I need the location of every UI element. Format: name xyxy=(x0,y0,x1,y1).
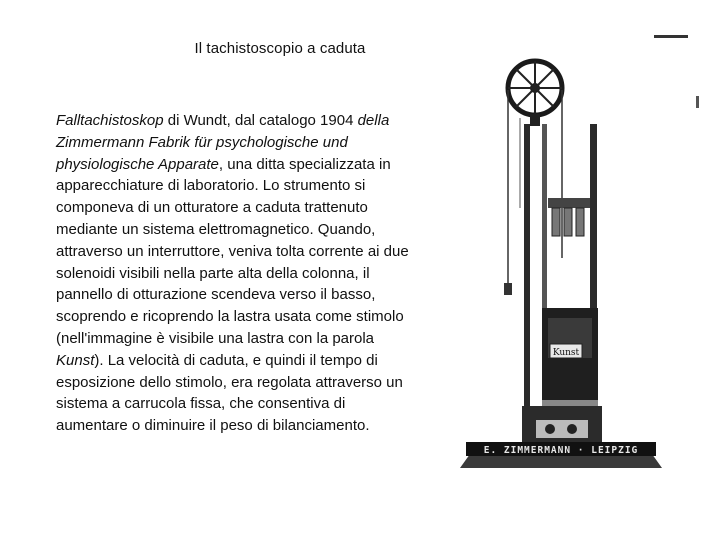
instrument-base xyxy=(460,442,662,468)
scan-mark xyxy=(696,96,699,108)
description-paragraph xyxy=(56,110,414,437)
tachistoscope-illustration xyxy=(458,28,720,498)
company-name: della Zimmermann Fabrik für psychologische und physiologische Apparate xyxy=(56,112,390,173)
tachistoscope-photo xyxy=(458,28,720,498)
counterweight xyxy=(504,283,512,295)
stimulus-plate xyxy=(550,344,582,358)
text-segment: di Wundt, dal catalogo 1904 xyxy=(163,112,358,129)
stimulus-word: Kunst xyxy=(56,351,95,369)
plate-label: Kunst xyxy=(552,348,580,358)
scan-mark xyxy=(654,35,688,38)
slide-title: Il tachistoscopio a caduta xyxy=(194,40,366,57)
left-column xyxy=(524,124,530,424)
text-segment: , una ditta specializzata in apparecchiature di laboratorio. Lo strumento si componeva di un otturatore a caduta trattenuto mediante un sistema elettromagnetico. Quando, attraverso un interruttore, veniva tolta corrente ai due solenoidi visibili nella parte alta della colonna, il pannello di otturazione scendeva verso il basso, scoprendo e ricoprendo la lastra usata come stimolo (nell'immagine è visibile una lastra con la parola xyxy=(56,155,409,347)
text-segment: ). La velocità di caduta, e quindi il tempo di esposizione dello stimolo, era regolata attraverso un sistema a carrucola fissa, che consentiva di aumentare o diminuire il peso di bilanciamento. xyxy=(56,351,403,435)
solenoids xyxy=(548,198,590,236)
base-inscription: E. ZIMMERMANN · LEIPZIG xyxy=(483,445,639,456)
release-mechanism xyxy=(536,420,588,438)
pulley-wheel xyxy=(508,61,562,126)
instrument-name: Falltachistoskop xyxy=(56,112,164,129)
